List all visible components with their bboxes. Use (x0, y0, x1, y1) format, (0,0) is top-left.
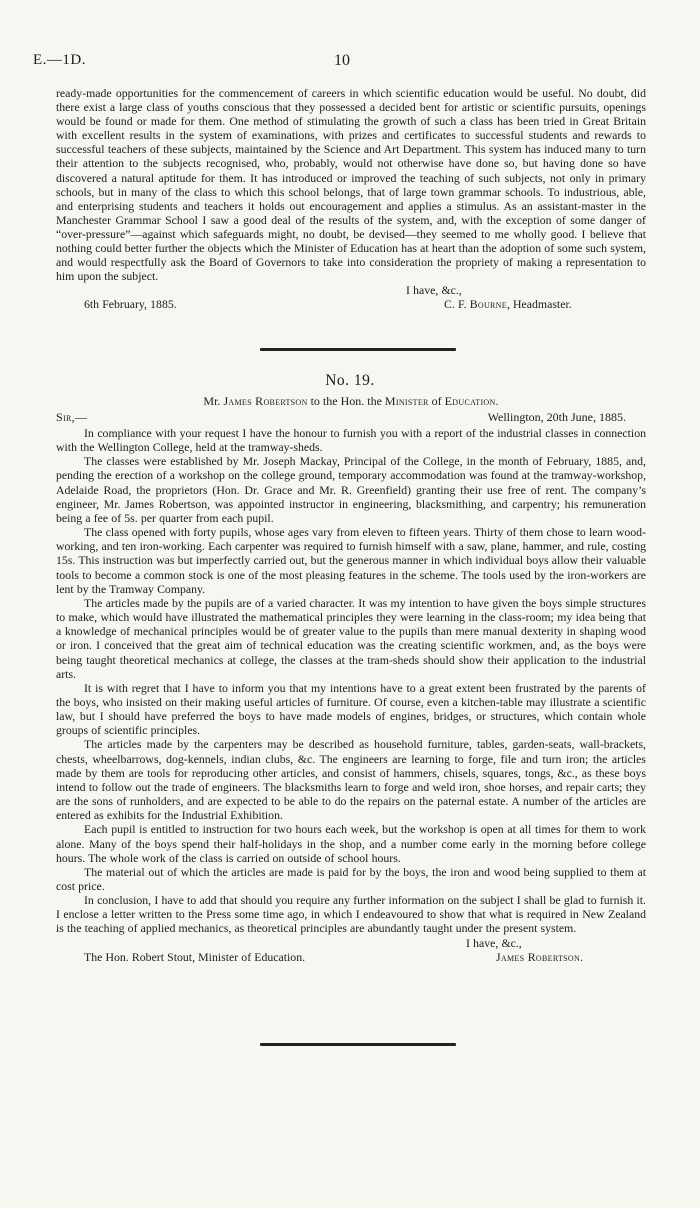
document-number: No. 19. (325, 372, 375, 389)
second-letter-closing: I have, &c., (466, 935, 522, 950)
letter-paragraph: It is with regret that I have to inform you that my intentions have to a great extent been frustrated by the parents of the boys, who insisted on their making useful articles of furniture. Of course, even a kitchen-table may illustrate a scientific law, but I should have preferred the boys to have made models of engines, bridges, or structures, which contain whole groups of scientific principles. (56, 680, 646, 738)
heading-part: to the Hon. the (307, 394, 385, 408)
heading-author: James Robertson (223, 394, 308, 408)
signature-name: Bourne (469, 297, 507, 312)
dateline: Wellington, 20th June, 1885. (487, 410, 626, 424)
letter-paragraph: The articles made by the carpenters may be described as household furniture, tables, garden-seats, wall-brackets, chests, wheelbarrows, dog-kennels, indian clubs, &c. The engineers are learning to forge, file and turn iron; the articles made by them are tools for reproducing other articles, and consist of hammers, chisels, squares, tongs, &c., as these boys intend to follow out the trade of engineers. The blacksmiths learn to forge and weld iron, shoe horses, and repair carts; they are the sons of runholders, and are expected to be able to do the repairs on the paternal estate. A number of the articles are entered as exhibits for the Industrial Exhibition. (56, 737, 646, 823)
second-letter-signature: James Robertson. (496, 949, 584, 964)
first-letter-signature-row (56, 297, 646, 311)
letter-paragraph: The classes were established by Mr. Joseph Mackay, Principal of the College, in the month of February, 1885, and, pending the erection of a workshop on the college ground, temporary accommodation was found at the tramway-workshop, Adelaide Road, the proprietors (Hon. Dr. Grace and Mr. R. Greenfield) granting their use free of rent. The company’s engineer, Mr. James Robertson, was appointed instructor in engineering, blacksmithing, and carpentry; his remuneration being a fee of 5s. per quarter from each pupil. (56, 454, 646, 525)
letter-paragraph: Each pupil is entitled to instruction for two hours each week, but the workshop is open at all times for them to work alone. Many of the boys spend their half-holidays in the shop, and a number come early in the morning before college hours. The whole work of the class is carried on outside of school hours. (56, 822, 646, 865)
salutation-row (56, 410, 646, 426)
heading-recipient: Minister (384, 394, 429, 408)
heading-part: Mr. (203, 394, 224, 408)
letter-paragraph: The articles made by the pupils are of a varied character. It was my intention to have given the boys simple structures to make, which would have illustrated the mathematical principles they were learning in the class-room; my idea being that a knowledge of mechanical principles would be of greater value to the pupils than mere manual dexterity in shaping wood or iron. I conceived that the great aim of technical education was the creating scientific workmen, and, as the boys were being taught theoretical mechanics at college, the classes at the tram-sheds should show their application to the industrial arts. (56, 595, 646, 681)
letter-heading (56, 394, 646, 409)
page-reference: E.—1D. (33, 52, 86, 68)
second-letter-closing-row (56, 936, 646, 950)
section-divider-rule (260, 348, 456, 351)
first-letter-signature (444, 297, 572, 311)
heading-department: Education (444, 394, 496, 408)
first-letter-paragraph: ready-made opportunities for the commencement of careers in which scientific education would be useful. No doubt, did there exist a large class of youths conscious that they possessed a decided bent for artistic or scientific pursuits, openings would be found or made for them. One method of stimulating the growth of such a class has been tried in Great Britain with excellent results in the system of examinations, with prizes and certificates to successful students and rewards to successful teachers of these subjects, maintained by the Science and Art Department. This system has induced many to turn their attention to the subjects recognised, who, probably, would not otherwise have done so, but having done so have discovered a natural aptitude for them. It has introduced or improved the teaching of such subjects, not only in primary schools, but in many of the class to which this school belongs, that of large town grammar schools. To industrious, able, and enterprising students and teachers it holds out encouragement and applies a stimulus. As an assistant-master in the Manchester Grammar School I saw a good deal of the results of the system, and, with the exception of some danger of “over-pressure”—against which safeguards might, no doubt, be devised—they seemed to me wholly good. I believe that nothing could better further the objects which the Minister of Education has at heart than the adoption of some such system, and would respectfully ask the Board of Governors to take into consideration the propriety of making a representation to him upon the subject. (56, 86, 646, 284)
page-number: 10 (334, 52, 350, 69)
first-letter-date: 6th February, 1885. (84, 297, 177, 312)
addressee: The Hon. Robert Stout, Minister of Education. (84, 949, 306, 964)
second-letter-signature-row (56, 950, 646, 964)
signature-initials: C. F. (444, 297, 467, 312)
heading-part: . (495, 394, 499, 408)
end-divider-rule (260, 1043, 456, 1046)
first-letter-closing-row (56, 283, 646, 297)
page-header (28, 52, 646, 74)
letter-paragraph: In conclusion, I have to add that should you require any further information on the subject I shall be glad to furnish it. I enclose a letter written to the Press some time ago, in which I endeavoured to show that what is required in New Zealand is the teaching of applied mechanics, as theoretical principles are abundantly taught under the present system. (56, 893, 646, 936)
first-letter-closing: I have, &c., (406, 283, 462, 298)
letter-paragraph: The class opened with forty pupils, whose ages vary from eleven to fifteen years. Thirty of them chose to learn wood-working, and ten iron-working. Each carpenter was required to furnish himself with a saw, plane, hammer, and rule, costing 15s. This instruction was but imperfectly carried out, but the generous manner in which individual boys allow their valuable tools to become a common stock is one of the most pleasing features in the scheme. The tools used by the iron-workers are lent by the Tramway Company. (56, 525, 646, 596)
first-letter (56, 86, 646, 312)
letter-paragraph: In compliance with your request I have the honour to furnish you with a report of the industrial classes in connection with the Wellington College, held at the tramway-sheds. (56, 426, 646, 455)
salutation: Sir,— (56, 410, 88, 424)
heading-part: of (428, 394, 445, 408)
second-letter-body (56, 426, 646, 964)
letter-paragraph: The material out of which the articles are made is paid for by the boys, the iron and wood being supplied to them at cost price. (56, 864, 646, 893)
signature-title: , Headmaster. (506, 297, 572, 312)
